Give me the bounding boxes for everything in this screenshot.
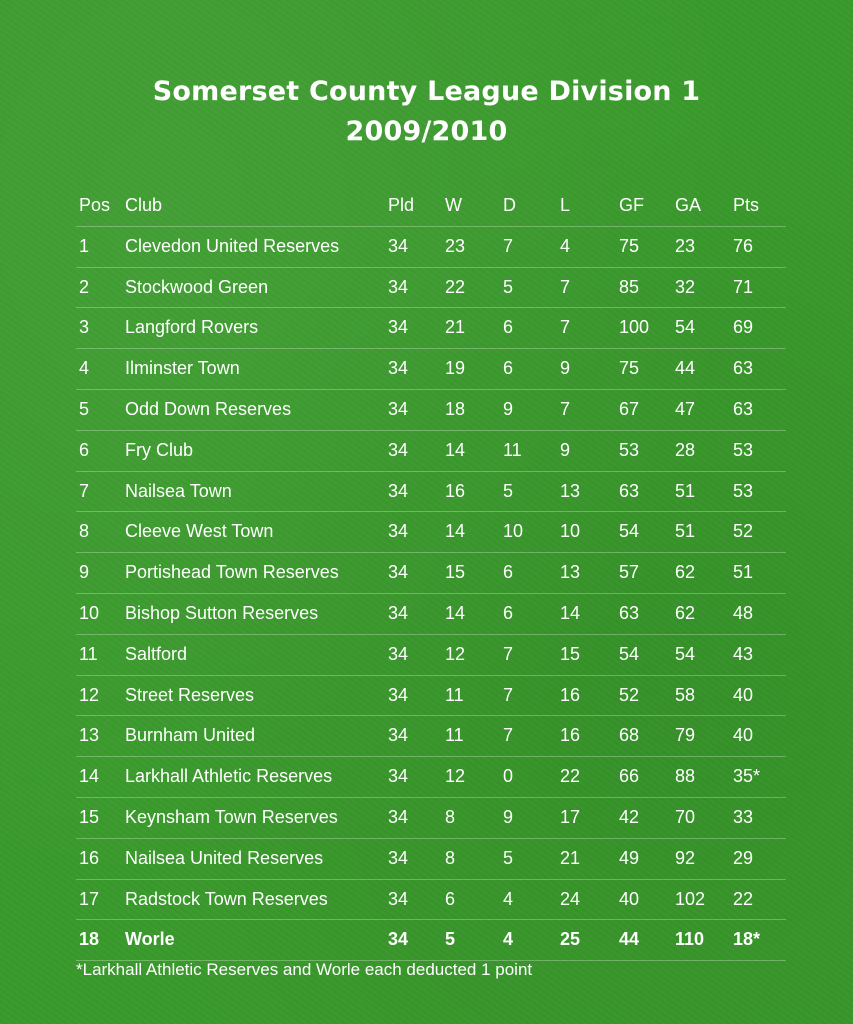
cell-pts: 63 bbox=[733, 358, 754, 379]
table-row bbox=[76, 472, 786, 513]
cell-d: 7 bbox=[503, 235, 514, 256]
header-gf: GF bbox=[619, 195, 644, 215]
cell-w: 12 bbox=[445, 643, 466, 664]
cell-gf: 52 bbox=[619, 684, 640, 705]
cell-ga: 70 bbox=[675, 806, 696, 827]
cell-club: Clevedon United Reserves bbox=[125, 235, 340, 256]
cell-gf: 85 bbox=[619, 276, 640, 297]
cell-w: 16 bbox=[445, 480, 466, 501]
cell-gf: 67 bbox=[619, 398, 640, 419]
cell-l: 9 bbox=[560, 439, 571, 460]
cell-club: Street Reserves bbox=[125, 684, 255, 705]
table-row bbox=[76, 798, 786, 839]
cell-pos: 6 bbox=[79, 439, 90, 460]
cell-club: Bishop Sutton Reserves bbox=[125, 602, 319, 623]
table-row bbox=[76, 635, 786, 676]
cell-club: Cleeve West Town bbox=[125, 521, 274, 542]
cell-pos: 12 bbox=[79, 684, 100, 705]
cell-ga: 32 bbox=[675, 276, 696, 297]
cell-pld: 34 bbox=[388, 439, 409, 460]
cell-club: Ilminster Town bbox=[125, 358, 240, 379]
cell-pld: 34 bbox=[388, 235, 409, 256]
cell-pld: 34 bbox=[388, 929, 409, 950]
cell-gf: 40 bbox=[619, 888, 640, 909]
cell-gf: 49 bbox=[619, 847, 640, 868]
cell-pts: 53 bbox=[733, 439, 754, 460]
cell-pts: 76 bbox=[733, 235, 754, 256]
cell-w: 19 bbox=[445, 358, 466, 379]
cell-pos: 4 bbox=[79, 358, 90, 379]
cell-d: 9 bbox=[503, 398, 514, 419]
cell-d: 4 bbox=[503, 929, 514, 950]
table-row bbox=[76, 308, 786, 349]
header-l: L bbox=[560, 195, 571, 215]
page-title bbox=[0, 72, 853, 152]
table-row bbox=[76, 594, 786, 635]
cell-ga: 62 bbox=[675, 562, 696, 583]
title-line-1: Somerset County League Division 1 bbox=[152, 76, 701, 107]
header-club: Club bbox=[125, 195, 163, 215]
cell-d: 11 bbox=[503, 439, 522, 460]
cell-ga: 62 bbox=[675, 602, 696, 623]
cell-club: Nailsea United Reserves bbox=[125, 847, 324, 868]
cell-pld: 34 bbox=[388, 643, 409, 664]
cell-l: 16 bbox=[560, 725, 581, 746]
cell-d: 5 bbox=[503, 276, 514, 297]
cell-club: Keynsham Town Reserves bbox=[125, 806, 338, 827]
header-pos: Pos bbox=[79, 195, 111, 215]
table-row bbox=[76, 839, 786, 880]
league-table bbox=[76, 186, 786, 961]
table-row bbox=[76, 716, 786, 757]
cell-pld: 34 bbox=[388, 684, 409, 705]
header-w: W bbox=[445, 195, 462, 215]
table-header-row bbox=[76, 186, 786, 227]
cell-l: 9 bbox=[560, 358, 571, 379]
cell-l: 4 bbox=[560, 235, 571, 256]
cell-l: 24 bbox=[560, 888, 581, 909]
cell-pld: 34 bbox=[388, 398, 409, 419]
cell-w: 22 bbox=[445, 276, 466, 297]
cell-pts: 51 bbox=[733, 562, 754, 583]
cell-pts: 22 bbox=[733, 888, 754, 909]
table-body bbox=[76, 227, 786, 961]
table-row bbox=[76, 676, 786, 717]
cell-pld: 34 bbox=[388, 766, 409, 787]
cell-d: 6 bbox=[503, 358, 514, 379]
cell-pos: 5 bbox=[79, 398, 90, 419]
cell-l: 13 bbox=[560, 562, 581, 583]
cell-w: 14 bbox=[445, 521, 466, 542]
cell-d: 7 bbox=[503, 725, 514, 746]
cell-l: 22 bbox=[560, 766, 581, 787]
cell-pos: 7 bbox=[79, 480, 90, 501]
table-row bbox=[76, 512, 786, 553]
cell-d: 4 bbox=[503, 888, 514, 909]
cell-pts: 29 bbox=[733, 847, 754, 868]
header-pld: Pld bbox=[388, 195, 415, 215]
cell-ga: 47 bbox=[675, 398, 696, 419]
table-row bbox=[76, 880, 786, 921]
cell-ga: 110 bbox=[675, 929, 705, 950]
cell-pts: 35* bbox=[733, 766, 761, 787]
cell-d: 6 bbox=[503, 562, 514, 583]
cell-ga: 92 bbox=[675, 847, 696, 868]
cell-l: 17 bbox=[560, 806, 581, 827]
cell-l: 7 bbox=[560, 398, 571, 419]
cell-d: 0 bbox=[503, 766, 514, 787]
cell-pld: 34 bbox=[388, 847, 409, 868]
cell-pts: 40 bbox=[733, 684, 754, 705]
cell-pld: 34 bbox=[388, 358, 409, 379]
cell-l: 15 bbox=[560, 643, 581, 664]
cell-gf: 53 bbox=[619, 439, 640, 460]
cell-ga: 54 bbox=[675, 643, 696, 664]
cell-d: 6 bbox=[503, 317, 514, 338]
cell-pts: 18* bbox=[733, 929, 761, 950]
cell-club: Odd Down Reserves bbox=[125, 398, 292, 419]
cell-pld: 34 bbox=[388, 521, 409, 542]
cell-gf: 42 bbox=[619, 806, 640, 827]
cell-pts: 43 bbox=[733, 643, 754, 664]
cell-gf: 63 bbox=[619, 602, 640, 623]
table-row bbox=[76, 431, 786, 472]
cell-pts: 33 bbox=[733, 806, 754, 827]
cell-pos: 2 bbox=[79, 276, 90, 297]
cell-ga: 28 bbox=[675, 439, 696, 460]
cell-w: 23 bbox=[445, 235, 466, 256]
cell-d: 5 bbox=[503, 847, 514, 868]
cell-pos: 10 bbox=[79, 602, 100, 623]
cell-l: 14 bbox=[560, 602, 581, 623]
cell-pld: 34 bbox=[388, 725, 409, 746]
cell-club: Larkhall Athletic Reserves bbox=[125, 766, 333, 787]
cell-club: Nailsea Town bbox=[125, 480, 232, 501]
cell-gf: 54 bbox=[619, 521, 640, 542]
cell-d: 7 bbox=[503, 643, 514, 664]
cell-l: 21 bbox=[560, 847, 581, 868]
cell-d: 10 bbox=[503, 521, 524, 542]
table-row bbox=[76, 920, 786, 961]
cell-l: 16 bbox=[560, 684, 581, 705]
cell-pos: 15 bbox=[79, 806, 100, 827]
cell-pld: 34 bbox=[388, 480, 409, 501]
cell-ga: 51 bbox=[675, 480, 696, 501]
cell-pld: 34 bbox=[388, 317, 409, 338]
cell-club: Radstock Town Reserves bbox=[125, 888, 328, 909]
cell-pos: 9 bbox=[79, 562, 90, 583]
cell-pts: 53 bbox=[733, 480, 754, 501]
cell-d: 5 bbox=[503, 480, 514, 501]
cell-ga: 102 bbox=[675, 888, 706, 909]
table-row bbox=[76, 553, 786, 594]
cell-club: Langford Rovers bbox=[125, 317, 259, 338]
cell-w: 6 bbox=[445, 888, 456, 909]
cell-ga: 51 bbox=[675, 521, 696, 542]
table-row bbox=[76, 227, 786, 268]
cell-gf: 75 bbox=[619, 235, 640, 256]
footnote: *Larkhall Athletic Reserves and Worle each deducted 1 point bbox=[76, 960, 533, 979]
cell-pos: 13 bbox=[79, 725, 100, 746]
cell-gf: 54 bbox=[619, 643, 640, 664]
cell-d: 6 bbox=[503, 602, 514, 623]
cell-pts: 48 bbox=[733, 602, 754, 623]
cell-w: 11 bbox=[445, 684, 464, 705]
table-row bbox=[76, 268, 786, 309]
cell-pos: 11 bbox=[79, 643, 98, 664]
cell-l: 13 bbox=[560, 480, 581, 501]
cell-pos: 18 bbox=[79, 929, 100, 950]
cell-w: 8 bbox=[445, 847, 456, 868]
cell-pos: 1 bbox=[79, 235, 90, 256]
cell-w: 12 bbox=[445, 766, 466, 787]
cell-pld: 34 bbox=[388, 276, 409, 297]
cell-pts: 52 bbox=[733, 521, 754, 542]
cell-pld: 34 bbox=[388, 888, 409, 909]
cell-club: Burnham United bbox=[125, 725, 256, 746]
cell-ga: 79 bbox=[675, 725, 696, 746]
cell-w: 14 bbox=[445, 602, 466, 623]
cell-club: Fry Club bbox=[125, 439, 194, 460]
cell-w: 15 bbox=[445, 562, 466, 583]
cell-pts: 69 bbox=[733, 317, 754, 338]
cell-w: 14 bbox=[445, 439, 466, 460]
cell-l: 10 bbox=[560, 521, 581, 542]
cell-pts: 40 bbox=[733, 725, 754, 746]
cell-pos: 3 bbox=[79, 317, 90, 338]
table-row bbox=[76, 757, 786, 798]
cell-club: Saltford bbox=[125, 643, 188, 664]
table-row bbox=[76, 390, 786, 431]
cell-club: Portishead Town Reserves bbox=[125, 562, 339, 583]
cell-pos: 8 bbox=[79, 521, 90, 542]
cell-w: 11 bbox=[445, 725, 464, 746]
cell-ga: 58 bbox=[675, 684, 696, 705]
cell-w: 5 bbox=[445, 929, 456, 950]
cell-d: 9 bbox=[503, 806, 514, 827]
header-ga: GA bbox=[675, 195, 702, 215]
cell-ga: 44 bbox=[675, 358, 696, 379]
cell-club: Worle bbox=[125, 929, 175, 950]
cell-w: 21 bbox=[445, 317, 466, 338]
cell-pos: 16 bbox=[79, 847, 100, 868]
cell-pos: 17 bbox=[79, 888, 100, 909]
cell-gf: 57 bbox=[619, 562, 640, 583]
cell-ga: 88 bbox=[675, 766, 696, 787]
cell-l: 25 bbox=[560, 929, 581, 950]
cell-l: 7 bbox=[560, 276, 571, 297]
table-row bbox=[76, 349, 786, 390]
cell-w: 8 bbox=[445, 806, 456, 827]
cell-gf: 44 bbox=[619, 929, 640, 950]
cell-gf: 63 bbox=[619, 480, 640, 501]
cell-pts: 71 bbox=[733, 276, 754, 297]
cell-gf: 66 bbox=[619, 766, 640, 787]
cell-w: 18 bbox=[445, 398, 466, 419]
cell-pld: 34 bbox=[388, 602, 409, 623]
cell-pld: 34 bbox=[388, 562, 409, 583]
header-pts: Pts bbox=[733, 195, 760, 215]
cell-pld: 34 bbox=[388, 806, 409, 827]
cell-gf: 100 bbox=[619, 317, 650, 338]
cell-gf: 75 bbox=[619, 358, 640, 379]
cell-d: 7 bbox=[503, 684, 514, 705]
cell-pos: 14 bbox=[79, 766, 100, 787]
title-line-2: 2009/2010 bbox=[345, 116, 508, 147]
cell-pts: 63 bbox=[733, 398, 754, 419]
cell-l: 7 bbox=[560, 317, 571, 338]
header-d: D bbox=[503, 195, 516, 215]
cell-ga: 23 bbox=[675, 235, 696, 256]
cell-gf: 68 bbox=[619, 725, 640, 746]
cell-club: Stockwood Green bbox=[125, 276, 269, 297]
cell-ga: 54 bbox=[675, 317, 696, 338]
